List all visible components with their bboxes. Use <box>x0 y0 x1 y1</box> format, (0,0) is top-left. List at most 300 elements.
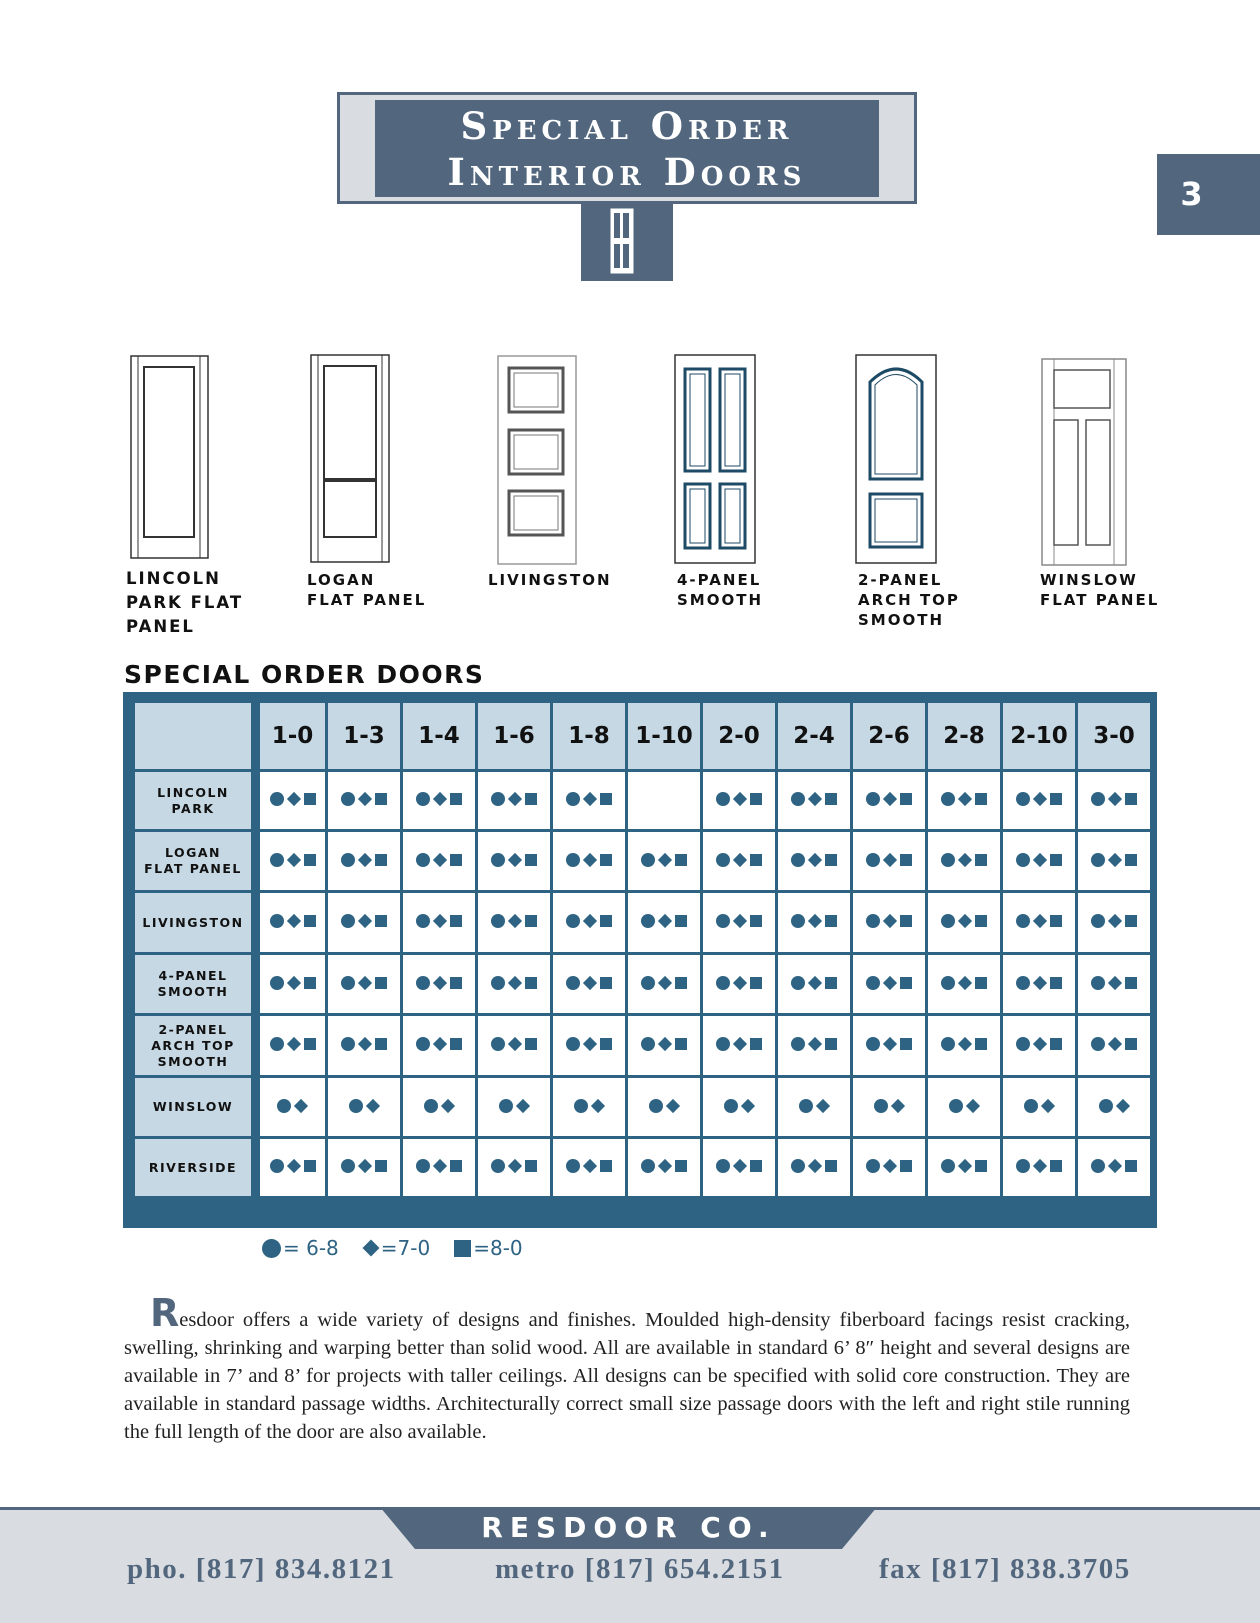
square-icon <box>375 1160 387 1172</box>
table-cell <box>477 892 552 954</box>
table-cell <box>927 1138 1002 1198</box>
availability-symbols <box>949 1099 980 1113</box>
diamond-icon <box>658 852 672 866</box>
door-logo-icon <box>610 208 644 278</box>
square-icon <box>450 1038 462 1050</box>
circle-icon <box>716 1037 730 1051</box>
square-icon <box>600 915 612 927</box>
square-icon <box>525 793 537 805</box>
door-label-lincoln <box>126 567 243 639</box>
table-cell <box>552 954 627 1015</box>
circle-icon <box>1091 1037 1105 1051</box>
availability-symbols <box>270 976 316 990</box>
table-cell <box>852 1138 927 1198</box>
sizes-table-frame <box>123 692 1157 1228</box>
table-cell <box>552 1138 627 1198</box>
table-cell <box>927 1077 1002 1138</box>
square-icon <box>900 1160 912 1172</box>
availability-symbols <box>641 1159 687 1173</box>
availability-symbols <box>1016 1037 1062 1051</box>
circle-icon <box>499 1099 513 1113</box>
availability-symbols <box>349 1099 380 1113</box>
diamond-icon <box>1108 792 1122 806</box>
availability-symbols <box>341 792 387 806</box>
diamond-icon <box>883 975 897 989</box>
row-header <box>134 892 256 954</box>
diamond-icon <box>286 792 300 806</box>
square-icon <box>1050 1160 1062 1172</box>
square-icon <box>375 793 387 805</box>
circle-icon <box>791 853 805 867</box>
column-header: 2-8 <box>927 702 1002 771</box>
diamond-icon <box>1108 1037 1122 1051</box>
circle-icon <box>1091 792 1105 806</box>
availability-symbols <box>941 914 987 928</box>
circle-icon <box>270 792 284 806</box>
diamond-icon <box>658 975 672 989</box>
paragraph-text: esdoor offers a wide variety of designs and finishes. Moulded high-density fiberboard facings resist cracking, swelling, shrinking and warping better than solid wood. All are available in standard 6’ 8″ height and several designs are available in 7’ and 8’ for projects with taller ceilings. All designs can be specified with solid core construction. They are available in standard passage widths. Architecturally correct small size passage doors with the left and right stile running the full length of the door are also available. <box>124 1309 1130 1443</box>
table-cell <box>702 1138 777 1198</box>
square-icon <box>750 977 762 989</box>
diamond-icon <box>883 1037 897 1051</box>
availability-symbols <box>724 1099 755 1113</box>
diamond-icon <box>358 792 372 806</box>
diamond-icon <box>1033 1159 1047 1173</box>
square-icon <box>975 854 987 866</box>
availability-symbols <box>270 792 316 806</box>
square-icon <box>304 854 316 866</box>
availability-symbols <box>416 1159 462 1173</box>
diamond-icon <box>358 852 372 866</box>
diamond-icon <box>958 975 972 989</box>
table-cell <box>852 1015 927 1077</box>
circle-icon <box>1016 976 1030 990</box>
square-icon <box>600 793 612 805</box>
availability-symbols <box>941 853 987 867</box>
table-cell <box>327 1077 402 1138</box>
circle-icon <box>716 914 730 928</box>
circle-icon <box>1016 792 1030 806</box>
availability-symbols <box>341 1037 387 1051</box>
circle-icon <box>1091 914 1105 928</box>
circle-icon <box>566 914 580 928</box>
contact-fax: fax [817] 838.3705 <box>879 1553 1131 1585</box>
square-icon <box>1050 854 1062 866</box>
diamond-icon <box>362 1240 379 1257</box>
square-icon <box>450 793 462 805</box>
column-header: 1-0 <box>256 702 327 771</box>
diamond-icon <box>358 914 372 928</box>
column-header: 1-6 <box>477 702 552 771</box>
table-cell <box>852 954 927 1015</box>
column-header: 1-10 <box>627 702 702 771</box>
table-cell <box>777 954 852 1015</box>
table-cell <box>777 1015 852 1077</box>
diamond-icon <box>583 792 597 806</box>
column-header: 1-4 <box>402 702 477 771</box>
availability-symbols <box>1016 792 1062 806</box>
circle-icon <box>1016 914 1030 928</box>
legend-square-label: =8-0 <box>473 1236 523 1260</box>
availability-symbols <box>341 976 387 990</box>
diamond-icon <box>733 975 747 989</box>
diamond-icon <box>286 914 300 928</box>
legend <box>262 1236 523 1260</box>
description-paragraph <box>124 1291 1130 1446</box>
door-four-panel-icon <box>674 354 758 566</box>
availability-symbols <box>491 792 537 806</box>
row-header-line: 2-PANEL <box>158 1021 228 1037</box>
square-icon <box>825 1038 837 1050</box>
table-cell <box>1077 771 1152 831</box>
circle-icon <box>416 914 430 928</box>
door-label-line: PANEL <box>126 617 195 636</box>
square-icon <box>675 1160 687 1172</box>
table-cell <box>1077 1015 1152 1077</box>
diamond-icon <box>815 1098 829 1112</box>
company-name: RESDOOR CO. <box>481 1511 776 1544</box>
availability-symbols <box>491 976 537 990</box>
table-cell <box>1002 1138 1077 1198</box>
availability-symbols <box>1016 853 1062 867</box>
table-cell <box>477 1077 552 1138</box>
diamond-icon <box>808 1037 822 1051</box>
diamond-icon <box>1033 852 1047 866</box>
square-icon <box>675 915 687 927</box>
door-label-line: 2-PANEL <box>858 571 943 589</box>
square-icon <box>825 915 837 927</box>
diamond-icon <box>958 1159 972 1173</box>
drop-cap: R <box>150 1291 180 1335</box>
availability-symbols <box>1016 976 1062 990</box>
square-icon <box>525 1038 537 1050</box>
table-cell <box>702 1015 777 1077</box>
availability-symbols <box>866 914 912 928</box>
availability-symbols <box>341 1159 387 1173</box>
square-icon <box>825 854 837 866</box>
table-cell <box>1077 1077 1152 1138</box>
square-icon <box>450 977 462 989</box>
table-title: SPECIAL ORDER DOORS <box>124 660 485 689</box>
circle-icon <box>866 1159 880 1173</box>
table-row <box>134 1138 1152 1198</box>
circle-icon <box>424 1099 438 1113</box>
square-icon <box>304 1038 316 1050</box>
circle-icon <box>941 853 955 867</box>
diamond-icon <box>733 792 747 806</box>
diamond-icon <box>433 1159 447 1173</box>
square-icon <box>975 977 987 989</box>
column-header: 3-0 <box>1077 702 1152 771</box>
sizes-table <box>132 700 1153 1199</box>
table-corner <box>134 702 256 771</box>
availability-symbols <box>277 1099 308 1113</box>
row-header-line: SMOOTH <box>157 984 229 999</box>
table-cell <box>927 771 1002 831</box>
square-icon <box>1050 977 1062 989</box>
table-cell <box>702 831 777 892</box>
circle-icon <box>874 1099 888 1113</box>
table-cell <box>927 954 1002 1015</box>
diamond-icon <box>1108 975 1122 989</box>
footer-company-tab <box>380 1507 877 1549</box>
table-cell <box>627 954 702 1015</box>
table-cell <box>327 954 402 1015</box>
diamond-icon <box>958 1037 972 1051</box>
table-cell <box>1002 1077 1077 1138</box>
door-label-line: 4-PANEL <box>677 571 762 589</box>
circle-icon <box>1091 853 1105 867</box>
table-cell <box>327 892 402 954</box>
diamond-icon <box>1033 914 1047 928</box>
legend-circle-label: = 6-8 <box>283 1236 339 1260</box>
diamond-icon <box>883 852 897 866</box>
availability-symbols <box>270 1159 316 1173</box>
square-icon <box>750 1038 762 1050</box>
table-cell <box>327 1015 402 1077</box>
circle-icon <box>1091 1159 1105 1173</box>
row-header-line: SMOOTH <box>157 1053 229 1069</box>
diamond-icon <box>508 1037 522 1051</box>
diamond-icon <box>808 914 822 928</box>
availability-symbols <box>791 792 837 806</box>
table-cell <box>552 892 627 954</box>
row-header <box>134 954 256 1015</box>
column-header: 2-10 <box>1002 702 1077 771</box>
row-header-line: ARCH TOP <box>151 1037 235 1053</box>
table-row <box>134 1015 1152 1077</box>
diamond-icon <box>365 1098 379 1112</box>
diamond-icon <box>808 975 822 989</box>
table-cell <box>627 1138 702 1198</box>
square-icon <box>825 1160 837 1172</box>
square-icon <box>975 915 987 927</box>
row-header <box>134 1015 256 1077</box>
door-label-line: LIVINGSTON <box>488 571 612 589</box>
availability-symbols <box>566 1037 612 1051</box>
door-label-line: LOGAN <box>307 571 376 589</box>
diamond-icon <box>358 1037 372 1051</box>
square-icon <box>975 1160 987 1172</box>
table-cell <box>1077 954 1152 1015</box>
diamond-icon <box>808 1159 822 1173</box>
diamond-icon <box>733 914 747 928</box>
square-icon <box>750 854 762 866</box>
circle-icon <box>716 792 730 806</box>
table-cell <box>927 831 1002 892</box>
circle-icon <box>574 1099 588 1113</box>
square-icon <box>750 915 762 927</box>
diamond-icon <box>583 1159 597 1173</box>
door-label-line: SMOOTH <box>858 611 945 629</box>
table-cell <box>256 1077 327 1138</box>
table-cell <box>777 831 852 892</box>
table-row <box>134 771 1152 831</box>
table-cell <box>852 892 927 954</box>
square-icon <box>1125 854 1137 866</box>
diamond-icon <box>433 792 447 806</box>
door-label-logan <box>307 570 426 610</box>
availability-symbols <box>341 914 387 928</box>
availability-symbols <box>716 914 762 928</box>
availability-symbols <box>791 1037 837 1051</box>
availability-symbols <box>1099 1099 1130 1113</box>
availability-symbols <box>491 914 537 928</box>
table-cell <box>927 892 1002 954</box>
table-cell <box>702 892 777 954</box>
diamond-icon <box>1108 852 1122 866</box>
diamond-icon <box>433 975 447 989</box>
circle-icon <box>716 853 730 867</box>
availability-symbols <box>491 1159 537 1173</box>
column-header: 2-4 <box>777 702 852 771</box>
diamond-icon <box>508 975 522 989</box>
circle-icon <box>799 1099 813 1113</box>
diamond-icon <box>733 1159 747 1173</box>
table-cell <box>327 1138 402 1198</box>
square-icon <box>900 854 912 866</box>
availability-symbols <box>416 1037 462 1051</box>
circle-icon <box>341 914 355 928</box>
door-label-line: ARCH TOP <box>858 591 960 609</box>
table-cell <box>477 1138 552 1198</box>
table-cell <box>402 954 477 1015</box>
title-line-2: Interior Doors <box>447 150 807 194</box>
table-cell <box>852 771 927 831</box>
circle-icon <box>341 976 355 990</box>
availability-symbols <box>866 792 912 806</box>
table-header-row <box>134 702 1152 771</box>
circle-icon <box>641 1037 655 1051</box>
availability-symbols <box>1091 1159 1137 1173</box>
diamond-icon <box>733 1037 747 1051</box>
square-icon <box>1125 977 1137 989</box>
diamond-icon <box>433 914 447 928</box>
square-icon <box>675 1038 687 1050</box>
diamond-icon <box>883 1159 897 1173</box>
table-row <box>134 1077 1152 1138</box>
circle-icon <box>566 1159 580 1173</box>
square-icon <box>900 915 912 927</box>
circle-icon <box>941 792 955 806</box>
availability-symbols <box>941 1037 987 1051</box>
diamond-icon <box>658 1159 672 1173</box>
square-icon <box>375 915 387 927</box>
door-three-panel-icon <box>497 355 579 567</box>
circle-icon <box>866 914 880 928</box>
table-cell <box>1077 892 1152 954</box>
table-cell <box>777 1077 852 1138</box>
availability-symbols <box>1091 792 1137 806</box>
circle-icon <box>941 1037 955 1051</box>
circle-icon <box>491 1037 505 1051</box>
table-cell <box>402 892 477 954</box>
door-two-flat-panel-icon <box>310 354 392 564</box>
diamond-icon <box>1115 1098 1129 1112</box>
title-door-tab <box>581 204 673 281</box>
square-icon <box>375 977 387 989</box>
availability-symbols <box>716 976 762 990</box>
square-icon <box>525 854 537 866</box>
availability-symbols <box>566 976 612 990</box>
square-icon <box>975 793 987 805</box>
row-header-line: WINSLOW <box>152 1099 234 1114</box>
table-cell <box>477 831 552 892</box>
door-label-line: LINCOLN <box>126 569 221 588</box>
circle-icon <box>416 792 430 806</box>
diamond-icon <box>508 914 522 928</box>
door-winslow-icon <box>1041 358 1129 568</box>
table-cell <box>256 1015 327 1077</box>
circle-icon <box>416 976 430 990</box>
availability-symbols <box>1016 1159 1062 1173</box>
square-icon <box>375 1038 387 1050</box>
diamond-icon <box>808 792 822 806</box>
availability-symbols <box>416 853 462 867</box>
table-cell <box>552 831 627 892</box>
square-icon <box>1125 1160 1137 1172</box>
table-cell <box>852 831 927 892</box>
availability-symbols <box>1016 914 1062 928</box>
table-cell <box>777 771 852 831</box>
availability-symbols <box>499 1099 530 1113</box>
circle-icon <box>491 853 505 867</box>
table-cell <box>402 1015 477 1077</box>
circle-icon <box>791 1037 805 1051</box>
row-header <box>134 1077 256 1138</box>
circle-icon <box>270 914 284 928</box>
square-icon <box>675 854 687 866</box>
circle-icon <box>724 1099 738 1113</box>
door-label-winslow <box>1040 570 1159 610</box>
circle-icon <box>866 853 880 867</box>
availability-symbols <box>270 1037 316 1051</box>
square-icon <box>600 1160 612 1172</box>
diamond-icon <box>890 1098 904 1112</box>
availability-symbols <box>1091 853 1137 867</box>
circle-icon <box>277 1099 291 1113</box>
diamond-icon <box>883 914 897 928</box>
diamond-icon <box>433 1037 447 1051</box>
title-banner <box>337 92 917 204</box>
table-cell <box>256 771 327 831</box>
table-cell <box>777 1138 852 1198</box>
diamond-icon <box>1033 975 1047 989</box>
row-header-line: PARK <box>171 800 215 816</box>
diamond-icon <box>286 1037 300 1051</box>
availability-symbols <box>416 792 462 806</box>
diamond-icon <box>583 1037 597 1051</box>
table-cell <box>477 1015 552 1077</box>
door-flat-panel-icon <box>130 355 210 560</box>
availability-symbols <box>270 853 316 867</box>
diamond-icon <box>883 792 897 806</box>
door-label-4-panel <box>677 570 763 610</box>
diamond-icon <box>440 1098 454 1112</box>
table-cell <box>327 771 402 831</box>
circle-icon <box>349 1099 363 1113</box>
table-row <box>134 831 1152 892</box>
circle-icon <box>949 1099 963 1113</box>
square-icon <box>675 977 687 989</box>
availability-symbols <box>341 853 387 867</box>
diamond-icon <box>508 792 522 806</box>
table-cell <box>1002 771 1077 831</box>
diamond-icon <box>665 1098 679 1112</box>
row-header-line: RIVERSIDE <box>148 1159 238 1175</box>
diamond-icon <box>358 975 372 989</box>
circle-icon <box>866 792 880 806</box>
